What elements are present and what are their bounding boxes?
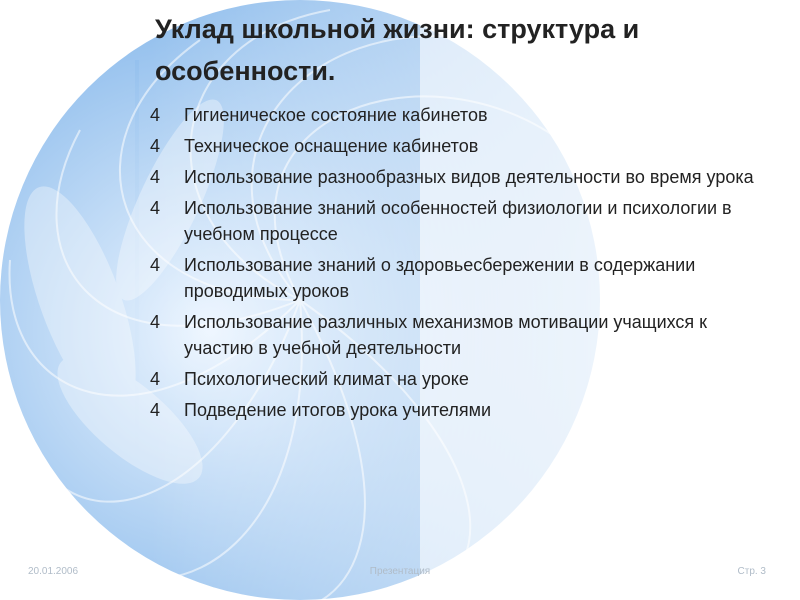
bullet-text: Использование разнообразных видов деятельности во время урока bbox=[184, 167, 754, 187]
bullet-marker: 4 bbox=[150, 198, 161, 218]
bullet-marker: 4 bbox=[150, 167, 161, 187]
bullet-text: Подведение итогов урока учителями bbox=[184, 400, 492, 420]
list-item bbox=[150, 164, 780, 190]
slide-title: Уклад школьной жизни: структура и особенности. bbox=[155, 14, 640, 86]
bullet-text: Техническое оснащение кабинетов bbox=[184, 136, 479, 156]
bullet-text: Использование знаний о здоровьесбережении в содержании проводимых уроков bbox=[184, 255, 696, 301]
bullet-marker: 4 bbox=[150, 400, 161, 420]
bullet-marker: 4 bbox=[150, 136, 161, 156]
bullet-text: Психологический климат на уроке bbox=[184, 369, 469, 389]
bullet-marker: 4 bbox=[150, 255, 161, 275]
list-item bbox=[150, 366, 780, 392]
footer-presentation-label: Презентация bbox=[369, 566, 431, 577]
bullet-marker: 4 bbox=[150, 312, 161, 332]
bullet-text: Использование знаний особенностей физиологии и психологии в учебном процессе bbox=[184, 198, 732, 244]
bullet-text: Использование различных механизмов мотивации учащихся к участию в учебной деятельности bbox=[184, 312, 708, 358]
footer-date: 20.01.2006 bbox=[28, 566, 79, 577]
list-item bbox=[150, 195, 780, 247]
footer-page-number: Стр. 3 bbox=[737, 566, 766, 577]
bullet-marker: 4 bbox=[150, 369, 161, 389]
list-item bbox=[150, 252, 780, 304]
bullet-marker: 4 bbox=[150, 105, 161, 125]
list-item bbox=[150, 397, 780, 423]
list-item bbox=[150, 102, 780, 128]
bullet-text: Гигиеническое состояние кабинетов bbox=[184, 105, 488, 125]
list-item bbox=[150, 309, 780, 361]
list-item bbox=[150, 133, 780, 159]
bullet-list bbox=[150, 102, 780, 428]
